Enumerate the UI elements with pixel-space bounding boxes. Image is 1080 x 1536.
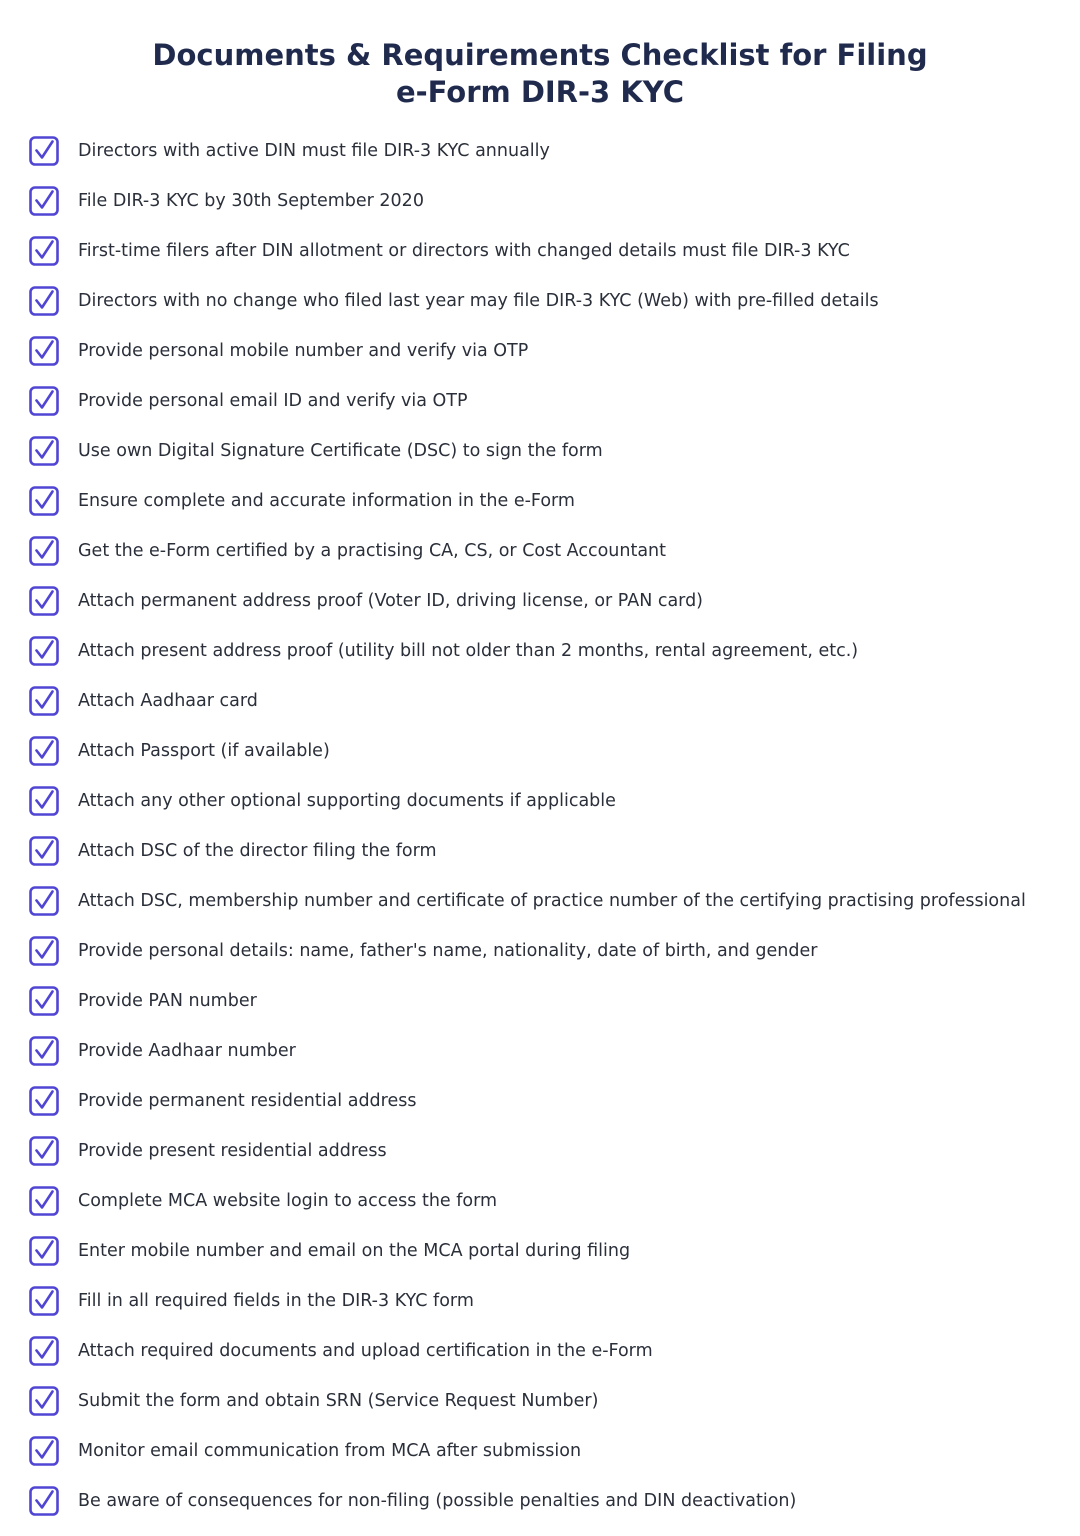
checked-checkbox-icon bbox=[29, 686, 59, 716]
checklist-item-12 bbox=[0, 676, 1080, 726]
page-title-line-2: e-Form DIR-3 KYC bbox=[395, 75, 685, 110]
checked-checkbox-icon bbox=[29, 986, 59, 1016]
checked-checkbox-icon bbox=[29, 1236, 59, 1266]
checklist-item-6 bbox=[0, 376, 1080, 426]
checked-checkbox-icon bbox=[29, 386, 59, 416]
checklist-item-text: Attach Passport (if available) bbox=[78, 741, 330, 761]
checklist-item-text: Attach permanent address proof (Voter ID, driving license, or PAN card) bbox=[78, 591, 704, 611]
checklist-item-text: Monitor email communication from MCA after submission bbox=[78, 1441, 582, 1461]
checklist-item-text: Be aware of consequences for non-filing (possible penalties and DIN deactivation) bbox=[78, 1491, 797, 1511]
checklist-item-1 bbox=[0, 126, 1080, 176]
checklist-item-15 bbox=[0, 826, 1080, 876]
checklist-item-19 bbox=[0, 1026, 1080, 1076]
checked-checkbox-icon bbox=[29, 486, 59, 516]
checklist-item-20 bbox=[0, 1076, 1080, 1126]
checklist-item-22 bbox=[0, 1176, 1080, 1226]
checklist-item-text: Attach required documents and upload certification in the e-Form bbox=[78, 1341, 653, 1361]
checked-checkbox-icon bbox=[29, 1386, 59, 1416]
page-title bbox=[0, 37, 1080, 111]
checklist-item-text: Ensure complete and accurate information in the e-Form bbox=[78, 491, 575, 511]
checklist-item-28 bbox=[0, 1476, 1080, 1526]
checked-checkbox-icon bbox=[29, 1286, 59, 1316]
checklist-item-text: Provide Aadhaar number bbox=[78, 1041, 296, 1061]
checklist-item-text: Get the e-Form certified by a practising CA, CS, or Cost Accountant bbox=[78, 541, 666, 561]
checked-checkbox-icon bbox=[29, 1186, 59, 1216]
checklist-item-text: Directors with no change who filed last year may file DIR-3 KYC (Web) with pre-filled details bbox=[78, 291, 879, 311]
checklist-item-text: Complete MCA website login to access the form bbox=[78, 1191, 498, 1211]
checked-checkbox-icon bbox=[29, 286, 59, 316]
checklist-item-text: Provide personal mobile number and verify via OTP bbox=[78, 341, 529, 361]
checked-checkbox-icon bbox=[29, 1086, 59, 1116]
checklist-item-4 bbox=[0, 276, 1080, 326]
checklist-item-21 bbox=[0, 1126, 1080, 1176]
checklist-item-13 bbox=[0, 726, 1080, 776]
checklist-item-text: Attach any other optional supporting documents if applicable bbox=[78, 791, 616, 811]
checklist-item-text: Fill in all required fields in the DIR-3 KYC form bbox=[78, 1291, 474, 1311]
checked-checkbox-icon bbox=[29, 1136, 59, 1166]
checklist-item-text: Provide permanent residential address bbox=[78, 1091, 417, 1111]
checklist-item-7 bbox=[0, 426, 1080, 476]
checklist-item-text: First-time filers after DIN allotment or directors with changed details must file DIR-3 KYC bbox=[78, 241, 850, 261]
checklist-item-text: Directors with active DIN must file DIR-3 KYC annually bbox=[78, 141, 550, 161]
checklist-item-text: Submit the form and obtain SRN (Service Request Number) bbox=[78, 1391, 599, 1411]
checked-checkbox-icon bbox=[29, 1036, 59, 1066]
checked-checkbox-icon bbox=[29, 336, 59, 366]
checked-checkbox-icon bbox=[29, 1436, 59, 1466]
checklist-item-text: Provide personal details: name, father's name, nationality, date of birth, and gender bbox=[78, 941, 818, 961]
checklist-item-17 bbox=[0, 926, 1080, 976]
checklist-item-text: Attach Aadhaar card bbox=[78, 691, 258, 711]
checklist-item-3 bbox=[0, 226, 1080, 276]
checklist-item-text: Provide PAN number bbox=[78, 991, 257, 1011]
checklist-item-25 bbox=[0, 1326, 1080, 1376]
checked-checkbox-icon bbox=[29, 536, 59, 566]
checklist-item-text: Attach present address proof (utility bill not older than 2 months, rental agreement, etc.) bbox=[78, 641, 859, 661]
checked-checkbox-icon bbox=[29, 186, 59, 216]
checked-checkbox-icon bbox=[29, 736, 59, 766]
checked-checkbox-icon bbox=[29, 1336, 59, 1366]
checked-checkbox-icon bbox=[29, 436, 59, 466]
checklist-item-23 bbox=[0, 1226, 1080, 1276]
checked-checkbox-icon bbox=[29, 636, 59, 666]
checked-checkbox-icon bbox=[29, 886, 59, 916]
checklist-item-11 bbox=[0, 626, 1080, 676]
page-title-line-1: Documents & Requirements Checklist for Filing bbox=[152, 38, 928, 73]
checklist-item-5 bbox=[0, 326, 1080, 376]
checklist-item-27 bbox=[0, 1426, 1080, 1476]
checklist-item-8 bbox=[0, 476, 1080, 526]
checked-checkbox-icon bbox=[29, 836, 59, 866]
checklist-item-text: Attach DSC of the director filing the form bbox=[78, 841, 437, 861]
checklist-item-text: Attach DSC, membership number and certificate of practice number of the certifying practising professional bbox=[78, 891, 1026, 911]
checklist-item-16 bbox=[0, 876, 1080, 926]
checklist-item-text: Use own Digital Signature Certificate (DSC) to sign the form bbox=[78, 441, 603, 461]
checklist-item-text: File DIR-3 KYC by 30th September 2020 bbox=[78, 191, 424, 211]
checked-checkbox-icon bbox=[29, 586, 59, 616]
checklist bbox=[0, 126, 1080, 1526]
checked-checkbox-icon bbox=[29, 1486, 59, 1516]
checklist-item-9 bbox=[0, 526, 1080, 576]
checklist-item-14 bbox=[0, 776, 1080, 826]
checked-checkbox-icon bbox=[29, 936, 59, 966]
checklist-item-text: Provide present residential address bbox=[78, 1141, 387, 1161]
checked-checkbox-icon bbox=[29, 786, 59, 816]
checked-checkbox-icon bbox=[29, 136, 59, 166]
checklist-item-10 bbox=[0, 576, 1080, 626]
checklist-item-2 bbox=[0, 176, 1080, 226]
checklist-item-text: Enter mobile number and email on the MCA portal during filing bbox=[78, 1241, 631, 1261]
checklist-item-24 bbox=[0, 1276, 1080, 1326]
checked-checkbox-icon bbox=[29, 236, 59, 266]
checklist-item-text: Provide personal email ID and verify via OTP bbox=[78, 391, 468, 411]
checklist-item-18 bbox=[0, 976, 1080, 1026]
checklist-item-26 bbox=[0, 1376, 1080, 1426]
